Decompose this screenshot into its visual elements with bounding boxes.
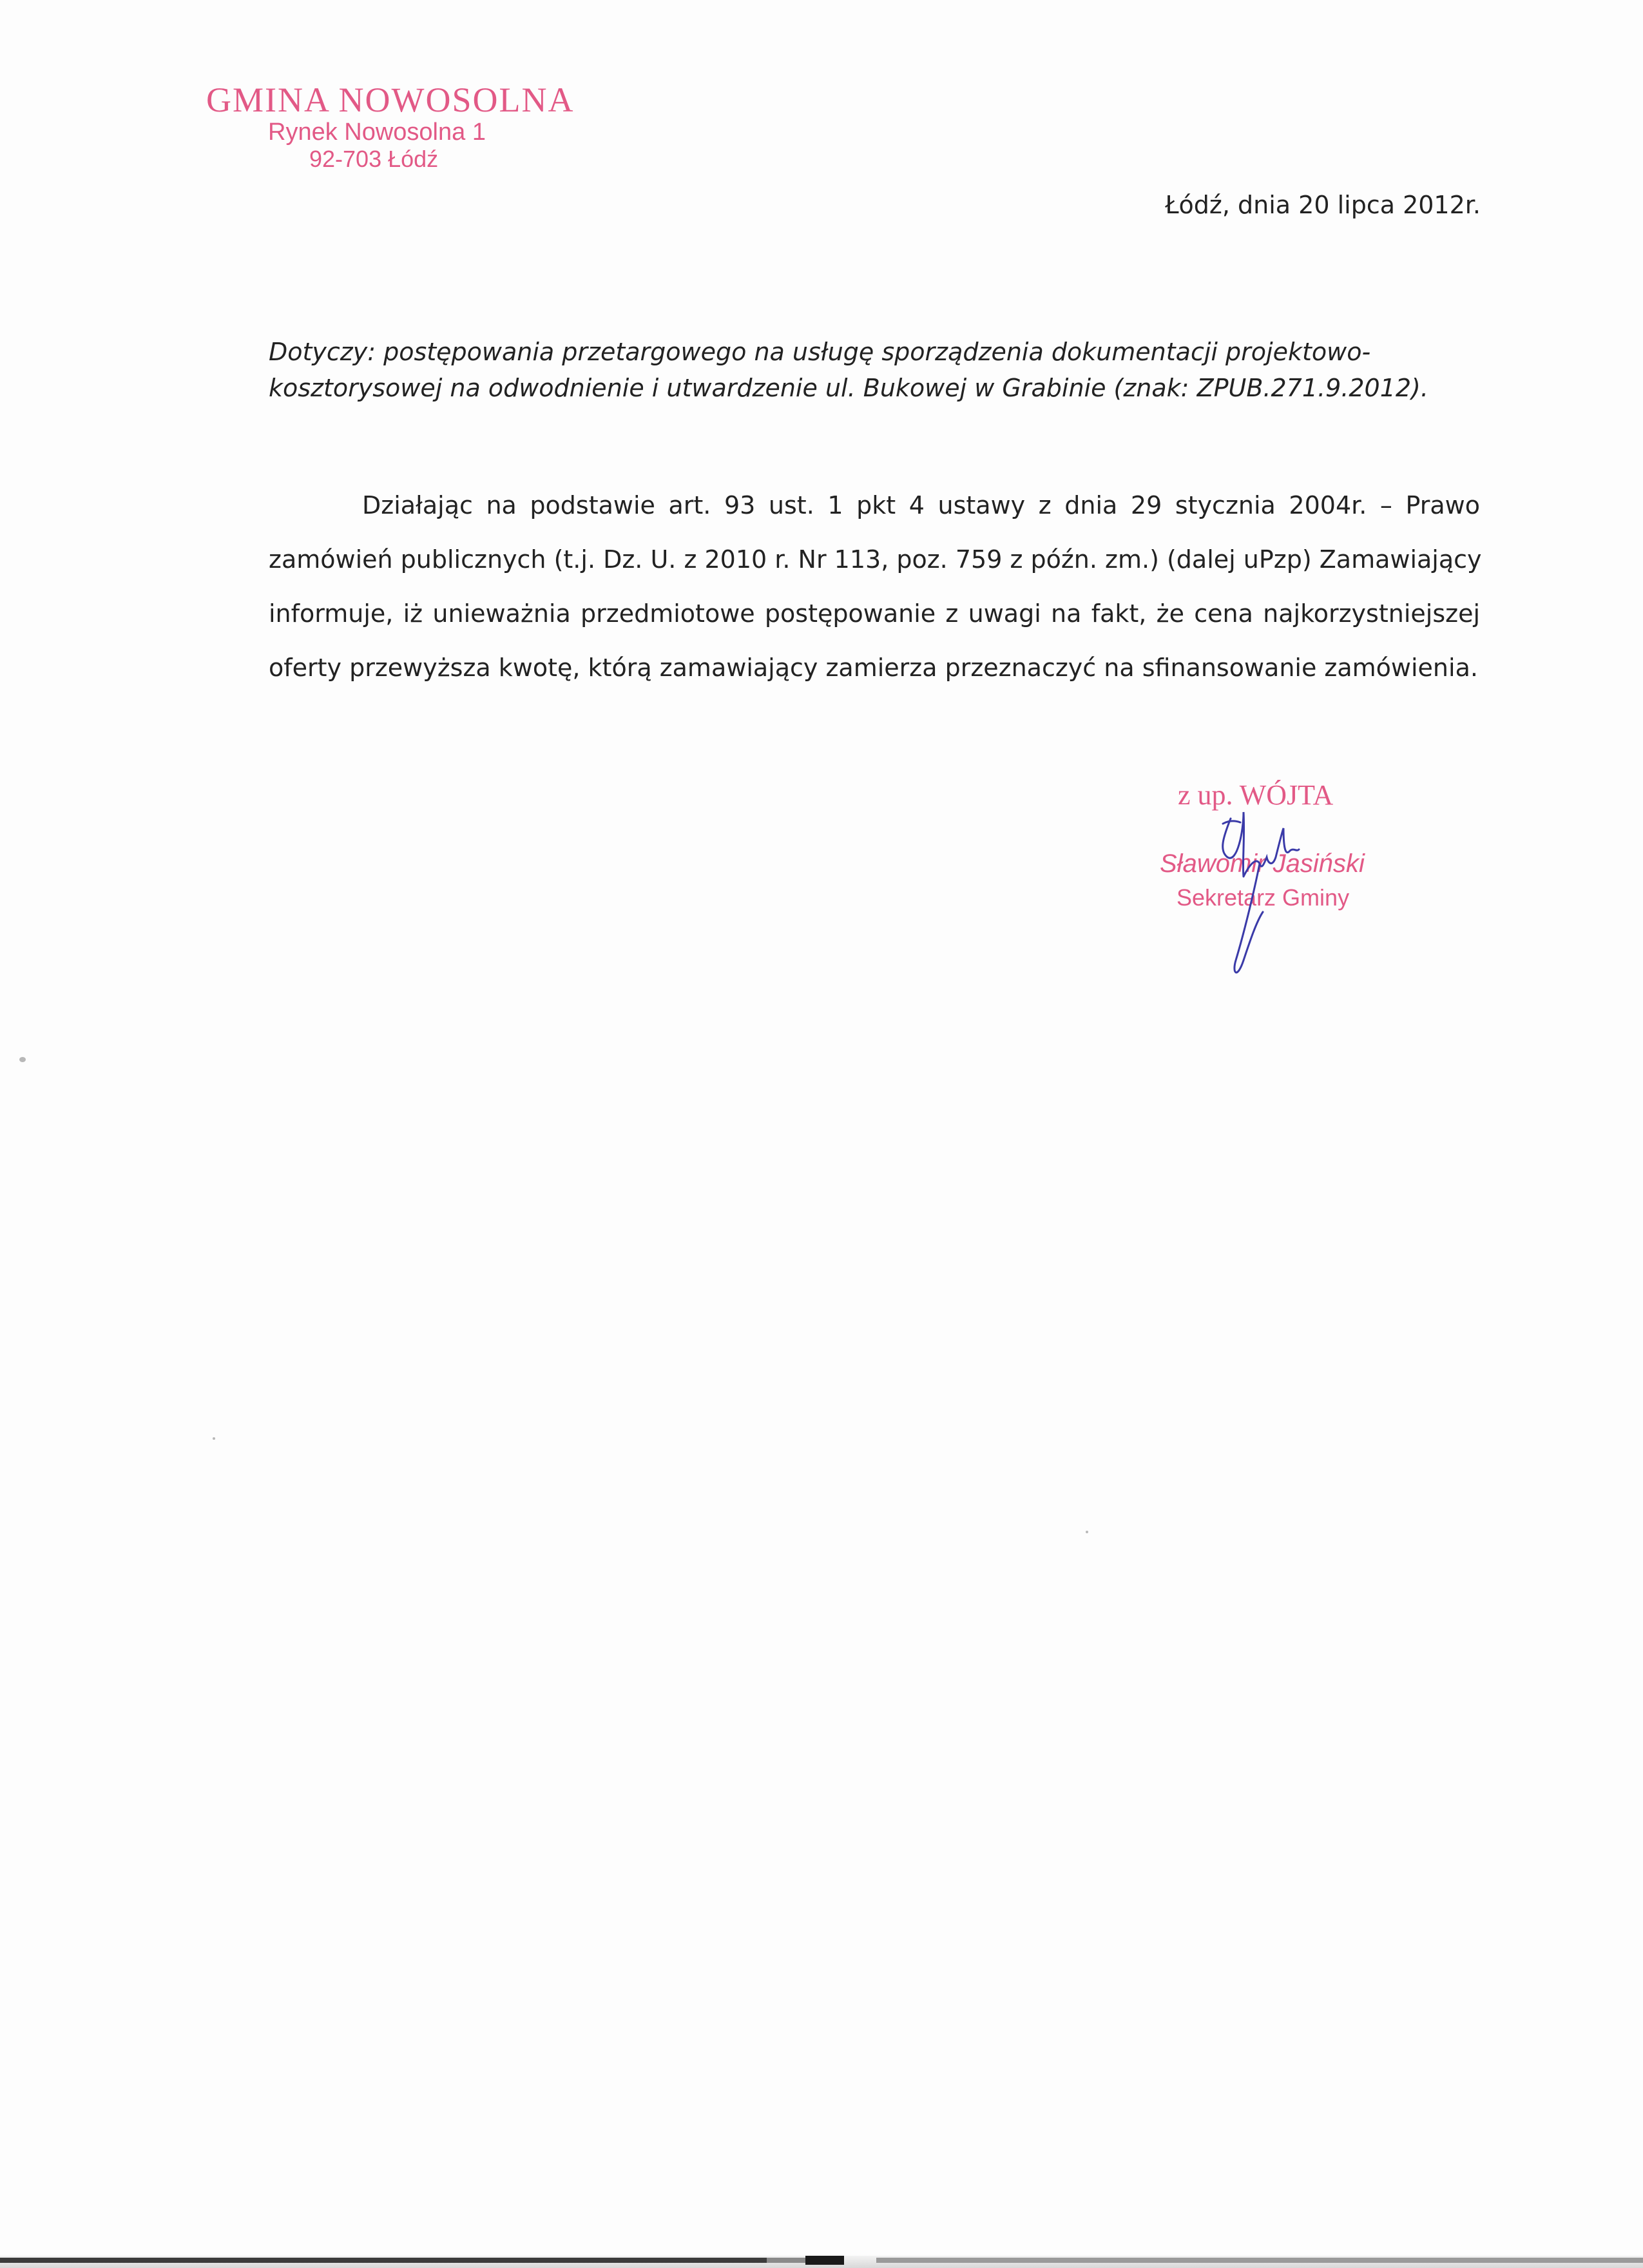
body-line: oferty przewyższa kwotę, którą zamawiający zamierza przeznaczyć na sfinansowanie zamówienia. [269,654,1478,682]
scan-speck [213,1437,215,1440]
scan-mark [0,2258,767,2263]
signatory-name: Sławomir Jasiński [1160,849,1365,878]
signatory-title: Sekretarz Gminy [1177,884,1350,911]
body-line: informuje, iż unieważnia przedmiotowe postępowanie z uwagi na fakt, że cena najkorzystniejszej [269,599,1480,628]
letter-body [269,478,1480,695]
letter-date: Łódź, dnia 20 lipca 2012r. [1165,191,1481,219]
scan-mark [876,2258,1643,2263]
subject-line-2: kosztorysowej na odwodnienie i utwardzenie ul. Bukowej w Grabinie (znak: ZPUB.271.9.2012). [269,374,1428,402]
handwritten-signature [1147,767,1405,986]
scan-speck [1086,1531,1088,1533]
letter-subject [269,334,1480,406]
stamp-postal-city: 92-703 Łódź [309,146,439,172]
signature-authority: z up. WÓJTA [1178,779,1334,811]
stamp-municipality-name: GMINA NOWOSOLNA [206,81,575,119]
body-line: Działając na podstawie art. 93 ust. 1 pkt 4 ustawy z dnia 29 stycznia 2004r. – Prawo [362,491,1480,519]
stamp-street-address: Rynek Nowosolna 1 [268,119,486,146]
scan-mark [805,2256,844,2265]
signature-block [1147,767,1405,986]
body-line: zamówień publicznych (t.j. Dz. U. z 2010 r. Nr 113, poz. 759 z późn. zm.) (dalej uPzp) Zamawiający [269,545,1482,574]
scan-speck [19,1057,26,1062]
subject-line-1: Dotyczy: postępowania przetargowego na usługę sporządzenia dokumentacji projektowo- [269,338,1371,366]
